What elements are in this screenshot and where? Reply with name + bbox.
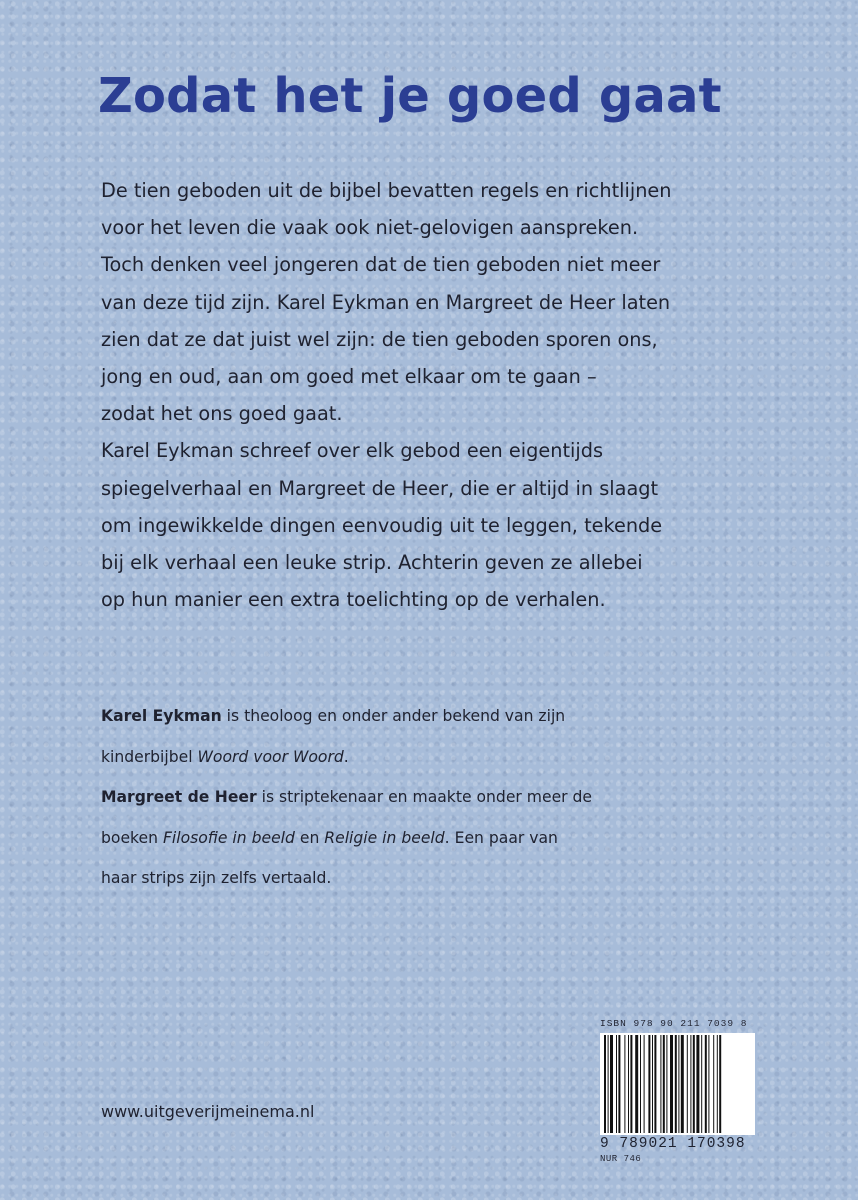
barcode-bar [624, 1035, 625, 1133]
publisher-url: www.uitgeverijmeinema.nl [101, 1102, 315, 1121]
barcode-bar [687, 1035, 688, 1133]
blurb-line: zien dat ze dat juist wel zijn: de tien geboden sporen ons, [101, 327, 658, 351]
author-bios [101, 696, 761, 899]
barcode-bar [713, 1035, 714, 1133]
barcode-bar [675, 1035, 677, 1133]
barcode-bar [644, 1035, 645, 1133]
barcode-bar [705, 1035, 707, 1133]
barcode-bar [708, 1035, 709, 1133]
barcode-bar [696, 1035, 699, 1133]
blurb-line: jong en oud, aan om goed met elkaar om te gaan – [101, 365, 597, 389]
barcode-bar [663, 1035, 665, 1133]
bio-karel-line-2 [101, 737, 761, 778]
book-reference: Filosofie in beeld [162, 828, 295, 847]
blurb-line: om ingewikkelde dingen eenvoudig uit te leggen, tekende [101, 513, 663, 537]
bio-text: en [294, 828, 325, 847]
barcode-bar [701, 1035, 702, 1133]
barcode-bar [670, 1035, 673, 1133]
bio-karel-line-1 [101, 696, 761, 737]
blurb-line: van deze tijd zijn. Karel Eykman en Margreet de Heer laten [101, 290, 671, 314]
book-reference: Religie in beeld [324, 828, 445, 847]
barcode-bar [652, 1035, 653, 1133]
blurb-line: voor het leven die vaak ook niet-gelovigen aanspreken. [101, 216, 639, 240]
author-name-margreet: Margreet de Heer [101, 788, 257, 806]
isbn-label: ISBN 978 90 211 7039 8 [600, 1018, 748, 1029]
book-title: Zodat het je goed gaat [98, 68, 722, 124]
barcode-bar [719, 1035, 721, 1133]
barcode-bar [628, 1035, 629, 1133]
bio-text: kinderbijbel [101, 747, 198, 766]
barcode-bar [660, 1035, 661, 1133]
blurb-line: op hun manier een extra toelichting op de verhalen. [101, 588, 606, 612]
barcode-bar [635, 1035, 638, 1133]
barcode-bar [648, 1035, 650, 1133]
barcode-bar [640, 1035, 641, 1133]
blurb-line: zodat het ons goed gaat. [101, 402, 343, 426]
author-name-karel: Karel Eykman [101, 707, 222, 725]
bio-text: . Een paar van [444, 828, 558, 847]
blurb-line: Karel Eykman schreef over elk gebod een eigentijds [101, 439, 604, 463]
barcode-bar [690, 1035, 691, 1133]
barcode-bar [630, 1035, 632, 1133]
barcode-bar [654, 1035, 656, 1133]
barcode-number: 9 789021 170398 [600, 1136, 746, 1152]
barcode-bar [681, 1035, 684, 1133]
blurb-line: spiegelverhaal en Margreet de Heer, die er altijd in slaagt [101, 476, 659, 500]
bio-margreet-line-2 [101, 818, 761, 859]
blurb [101, 172, 801, 618]
barcode-bar [717, 1035, 718, 1133]
barcode-bar [604, 1035, 606, 1133]
bio-text: is striptekenaar en maakte onder meer de [256, 788, 593, 806]
barcode-bar [693, 1035, 695, 1133]
barcode-bar [616, 1035, 617, 1133]
bio-text: is theoloog en onder ander bekend van zijn [221, 707, 566, 725]
blurb-line: bij elk verhaal een leuke strip. Achterin geven ze allebei [101, 551, 643, 575]
barcode-bar [618, 1035, 620, 1133]
blurb-line: Toch denken veel jongeren dat de tien geboden niet meer [101, 253, 661, 277]
barcode-bar [610, 1035, 613, 1133]
barcode-bar [666, 1035, 667, 1133]
barcode-background [600, 1033, 755, 1135]
bio-text: . [343, 747, 349, 766]
bio-text: boeken [101, 828, 163, 847]
bio-margreet-line-1 [101, 777, 761, 818]
barcode-bar [608, 1035, 609, 1133]
nur-code: NUR 746 [600, 1154, 642, 1164]
barcode-bar [678, 1035, 679, 1133]
blurb-line: De tien geboden uit de bijbel bevatten regels en richtlijnen [101, 179, 672, 202]
barcode [600, 1015, 755, 1165]
barcode-bars [600, 1033, 755, 1135]
bio-margreet-line-3: haar strips zijn zelfs vertaald. [101, 869, 332, 887]
book-reference: Woord voor Woord [197, 747, 344, 766]
